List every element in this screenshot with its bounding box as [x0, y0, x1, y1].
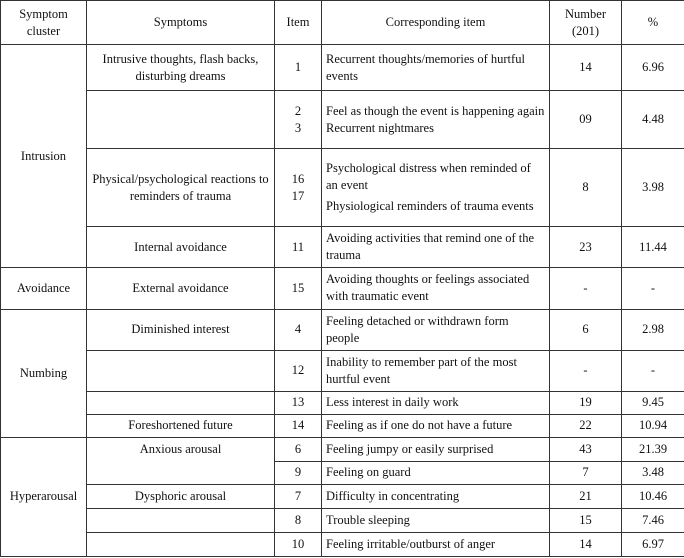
table-row	[1, 391, 684, 414]
corresponding-cell: Feeling jumpy or easily surprised	[322, 437, 550, 461]
header-item: Item	[275, 1, 322, 45]
corresponding-cell: Avoiding thoughts or feelings associated with traumatic event	[322, 268, 550, 309]
item-cell: 10	[275, 532, 322, 556]
table-row	[1, 149, 684, 227]
corresponding-text: Physiological reminders of trauma events	[326, 199, 534, 214]
number-cell: 7	[550, 461, 622, 484]
header-number-line-1: Number	[565, 6, 606, 21]
number-cell: 15	[550, 508, 622, 532]
corresponding-cell	[322, 149, 550, 227]
table-row	[1, 461, 684, 484]
number-cell: 21	[550, 484, 622, 508]
item-number: 17	[291, 188, 305, 203]
symptom-cell	[87, 508, 275, 532]
number-cell: 19	[550, 391, 622, 414]
header-cluster-line-1: Symptom	[19, 6, 68, 21]
item-cell: 1	[275, 45, 322, 91]
symptom-cell: Anxious arousal	[87, 437, 275, 461]
cluster-intrusion: Intrusion	[1, 45, 87, 268]
percent-cell: 4.48	[622, 91, 684, 149]
table-row	[1, 414, 684, 437]
header-cluster-line-2: cluster	[26, 23, 61, 38]
corresponding-text: Recurrent nightmares	[326, 120, 434, 135]
item-cell: 11	[275, 227, 322, 268]
item-number: 3	[294, 120, 302, 135]
table-row	[1, 45, 684, 91]
symptom-cell	[87, 91, 275, 149]
item-cell: 12	[275, 350, 322, 391]
header-symptom-cluster	[1, 1, 87, 45]
item-cell: 9	[275, 461, 322, 484]
item-cell: 4	[275, 309, 322, 350]
percent-cell: 6.97	[622, 532, 684, 556]
symptom-cell	[87, 391, 275, 414]
item-cell: 14	[275, 414, 322, 437]
header-percent: %	[622, 1, 684, 45]
header-number	[550, 1, 622, 45]
number-cell: 14	[550, 45, 622, 91]
percent-cell: 9.45	[622, 391, 684, 414]
number-cell: -	[550, 268, 622, 309]
corresponding-cell: Inability to remember part of the most hurtful event	[322, 350, 550, 391]
symptom-cell: Intrusive thoughts, flash backs, disturbing dreams	[87, 45, 275, 91]
cluster-numbing: Numbing	[1, 309, 87, 437]
symptom-cell	[87, 461, 275, 484]
corresponding-cell: Feeling on guard	[322, 461, 550, 484]
percent-cell: 10.46	[622, 484, 684, 508]
table-row	[1, 91, 684, 149]
symptom-cell: Dysphoric arousal	[87, 484, 275, 508]
table-row	[1, 508, 684, 532]
cluster-avoidance: Avoidance	[1, 268, 87, 309]
table-row	[1, 227, 684, 268]
symptom-cell: Physical/psychological reactions to reminders of trauma	[87, 149, 275, 227]
percent-cell: 2.98	[622, 309, 684, 350]
corresponding-cell: Avoiding activities that remind one of the trauma	[322, 227, 550, 268]
corresponding-cell	[322, 91, 550, 149]
percent-cell: 6.96	[622, 45, 684, 91]
symptom-cell: Internal avoidance	[87, 227, 275, 268]
percent-cell: 3.48	[622, 461, 684, 484]
percent-cell: -	[622, 268, 684, 309]
header-number-line-2: (201)	[571, 23, 600, 38]
corresponding-text: Feel as though the event is happening again	[326, 103, 545, 118]
item-cell	[275, 91, 322, 149]
corresponding-cell: Trouble sleeping	[322, 508, 550, 532]
corresponding-cell: Feeling irritable/outburst of anger	[322, 532, 550, 556]
item-number: 2	[294, 103, 302, 118]
table-row	[1, 350, 684, 391]
cluster-hyperarousal: Hyperarousal	[1, 437, 87, 556]
corresponding-cell: Feeling detached or withdrawn form people	[322, 309, 550, 350]
symptom-cell	[87, 350, 275, 391]
item-cell: 6	[275, 437, 322, 461]
symptom-cell: External avoidance	[87, 268, 275, 309]
header-symptoms: Symptoms	[87, 1, 275, 45]
item-cell: 8	[275, 508, 322, 532]
item-cell: 7	[275, 484, 322, 508]
number-cell: 23	[550, 227, 622, 268]
table-row	[1, 532, 684, 556]
item-cell	[275, 149, 322, 227]
table-row	[1, 484, 684, 508]
number-cell: 43	[550, 437, 622, 461]
corresponding-cell: Feeling as if one do not have a future	[322, 414, 550, 437]
item-cell: 15	[275, 268, 322, 309]
percent-cell: 21.39	[622, 437, 684, 461]
item-cell: 13	[275, 391, 322, 414]
item-number: 16	[291, 171, 305, 186]
percent-cell: 7.46	[622, 508, 684, 532]
corresponding-cell: Less interest in daily work	[322, 391, 550, 414]
symptom-cell: Diminished interest	[87, 309, 275, 350]
number-cell: 09	[550, 91, 622, 149]
corresponding-text: Psychological distress when reminded of an event	[326, 161, 531, 193]
symptom-cell	[87, 532, 275, 556]
number-cell: 22	[550, 414, 622, 437]
header-row	[1, 1, 684, 45]
percent-cell: 11.44	[622, 227, 684, 268]
corresponding-cell: Recurrent thoughts/memories of hurtful events	[322, 45, 550, 91]
table-row	[1, 437, 684, 461]
percent-cell: 3.98	[622, 149, 684, 227]
number-cell: 8	[550, 149, 622, 227]
table-row	[1, 309, 684, 350]
percent-cell: 10.94	[622, 414, 684, 437]
percent-cell: -	[622, 350, 684, 391]
number-cell: -	[550, 350, 622, 391]
corresponding-cell: Difficulty in concentrating	[322, 484, 550, 508]
symptom-cell: Foreshortened future	[87, 414, 275, 437]
header-corresponding-item: Corresponding item	[322, 1, 550, 45]
table-row	[1, 268, 684, 309]
number-cell: 6	[550, 309, 622, 350]
number-cell: 14	[550, 532, 622, 556]
